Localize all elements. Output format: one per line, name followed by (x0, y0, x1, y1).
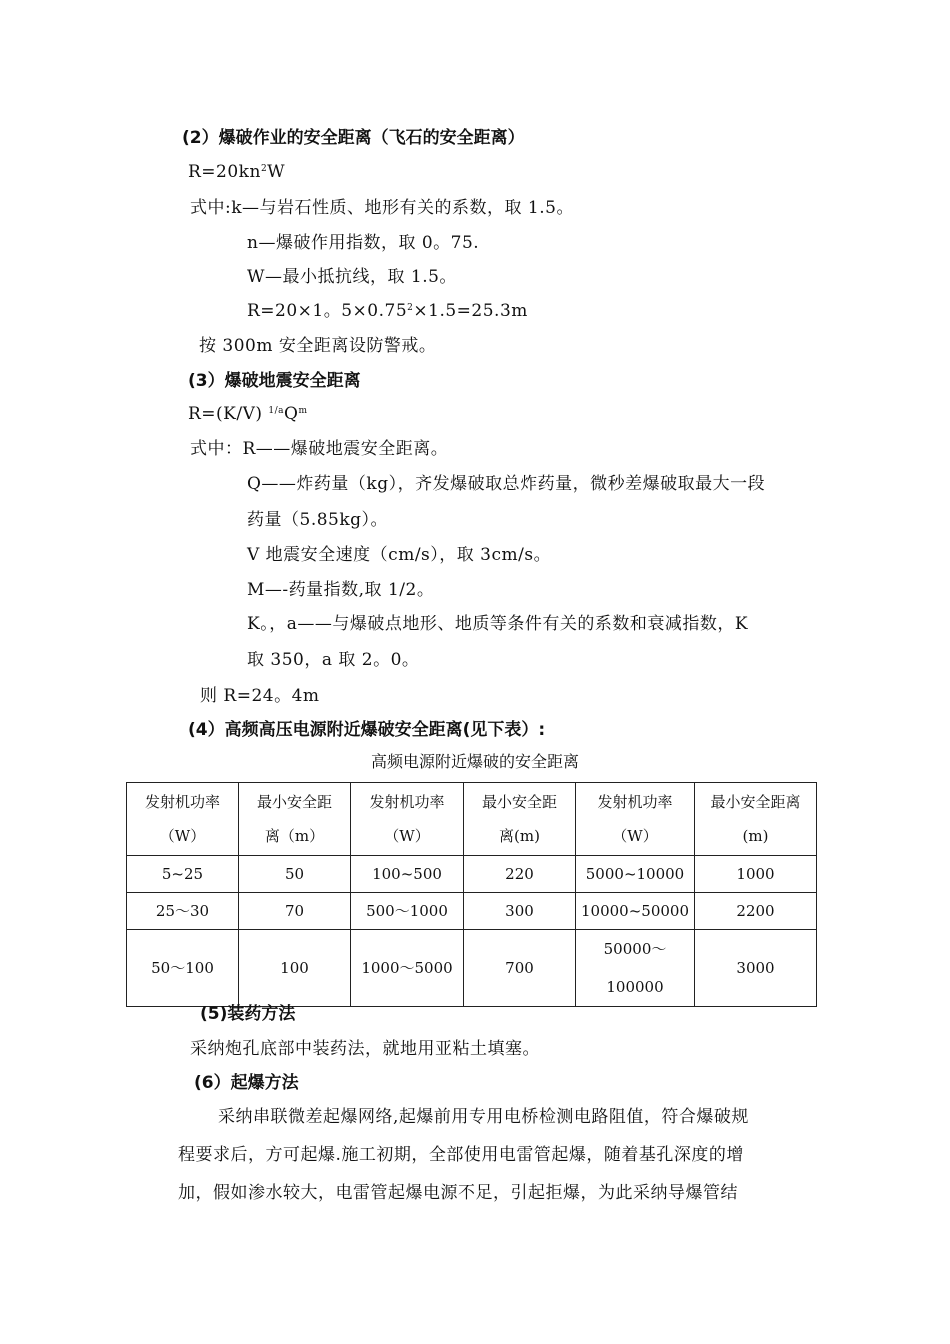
table-cell: 100~500 (351, 856, 464, 893)
table-cell: 50～100 (127, 930, 239, 1007)
table-cell: 700 (464, 930, 576, 1007)
formula-where-v: V 地震安全速度（cm/s），取 3cm/s。 (247, 545, 552, 565)
formula-where-w: W—最小抵抗线，取 1.5。 (247, 267, 457, 287)
detonation-paragraph-line2: 程要求后，方可起爆.施工初期，全部使用电雷管起爆，随着基孔深度的增 (178, 1145, 744, 1165)
formula-where-k-line2: 取 350，a 取 2。0。 (247, 650, 420, 670)
table-row (127, 893, 817, 930)
formula-where-k: 式中:k—与岩石性质、地形有关的系数，取 1.5。 (190, 198, 574, 218)
table-cell: 70 (239, 893, 351, 930)
formula-where-k-line1: K。，a——与爆破点地形、地质等条件有关的系数和衰减指数，K (247, 614, 749, 634)
table-cell: 1000～5000 (351, 930, 464, 1007)
formula-where-q-line2: 药量（5.85kg）。 (247, 510, 389, 530)
section5-heading: (5)装药方法 (200, 1004, 296, 1024)
table-cell: 5000~10000 (576, 856, 695, 893)
header-cell: 最小安全距 离(m) (464, 783, 576, 856)
table-cell: 5~25 (127, 856, 239, 893)
header-cell: 最小安全距离 (m) (695, 783, 817, 856)
header-cell: 发射机功率 （W） (576, 783, 695, 856)
table-cell: 3000 (695, 930, 817, 1007)
formula-seismic: R=(K/V) $^{1/a}Q^m$ (188, 404, 308, 424)
formula-where-n: n—爆破作用指数，取 0。75. (247, 233, 480, 253)
section4-heading: (4）高频高压电源附近爆破安全距离(见下表）: (188, 720, 546, 740)
detonation-paragraph-line3: 加，假如渗水较大，电雷管起爆电源不足，引起拒爆，为此采纳导爆管结 (178, 1183, 738, 1203)
table-cell: 220 (464, 856, 576, 893)
formula-flyrock: $R=20kn^2W$ (188, 162, 286, 182)
table-caption: 高频电源附近爆破的安全距离 (370, 752, 579, 771)
table-row (127, 856, 817, 893)
formula-calculation: R=20×1。$5\times 0.75^2\times 1.5=25.3m$ (247, 301, 528, 321)
table-cell: 25～30 (127, 893, 239, 930)
section3-heading: (3）爆破地震安全距离 (188, 371, 361, 391)
formula-where-r: 式中：R——爆破地震安全距离。 (190, 439, 449, 459)
table-cell: 300 (464, 893, 576, 930)
header-cell: 发射机功率 （W） (127, 783, 239, 856)
header-cell: 最小安全距 离（m） (239, 783, 351, 856)
table-header-row (127, 783, 817, 856)
charging-method-text: 采纳炮孔底部中装药法，就地用亚粘土填塞。 (190, 1039, 540, 1059)
table-cell: 10000~50000 (576, 893, 695, 930)
seismic-result: 则 R=24。4m (200, 686, 320, 706)
section2-heading: (2）爆破作业的安全距离（飞石的安全距离） (182, 128, 525, 148)
header-cell: 发射机功率 （W） (351, 783, 464, 856)
safety-distance-table (126, 782, 817, 1007)
table-row (127, 930, 817, 1007)
detonation-paragraph-line1: 采纳串联微差起爆网络,起爆前用专用电桥检测电路阻值，符合爆破规 (218, 1107, 749, 1127)
warning-distance-note: 按 300m 安全距离设防警戒。 (199, 336, 437, 356)
formula-where-q-line1: Q——炸药量（kg），齐发爆破取总炸药量，微秒差爆破取最大一段 (247, 474, 766, 494)
section6-heading: (6）起爆方法 (194, 1073, 299, 1093)
formula-where-m: M—-药量指数,取 1/2。 (247, 580, 435, 600)
table-cell: 100 (239, 930, 351, 1007)
table-cell: 500～1000 (351, 893, 464, 930)
table-cell: 1000 (695, 856, 817, 893)
table-cell: 50000～ 100000 (576, 930, 695, 1007)
table-cell: 50 (239, 856, 351, 893)
table-cell: 2200 (695, 893, 817, 930)
